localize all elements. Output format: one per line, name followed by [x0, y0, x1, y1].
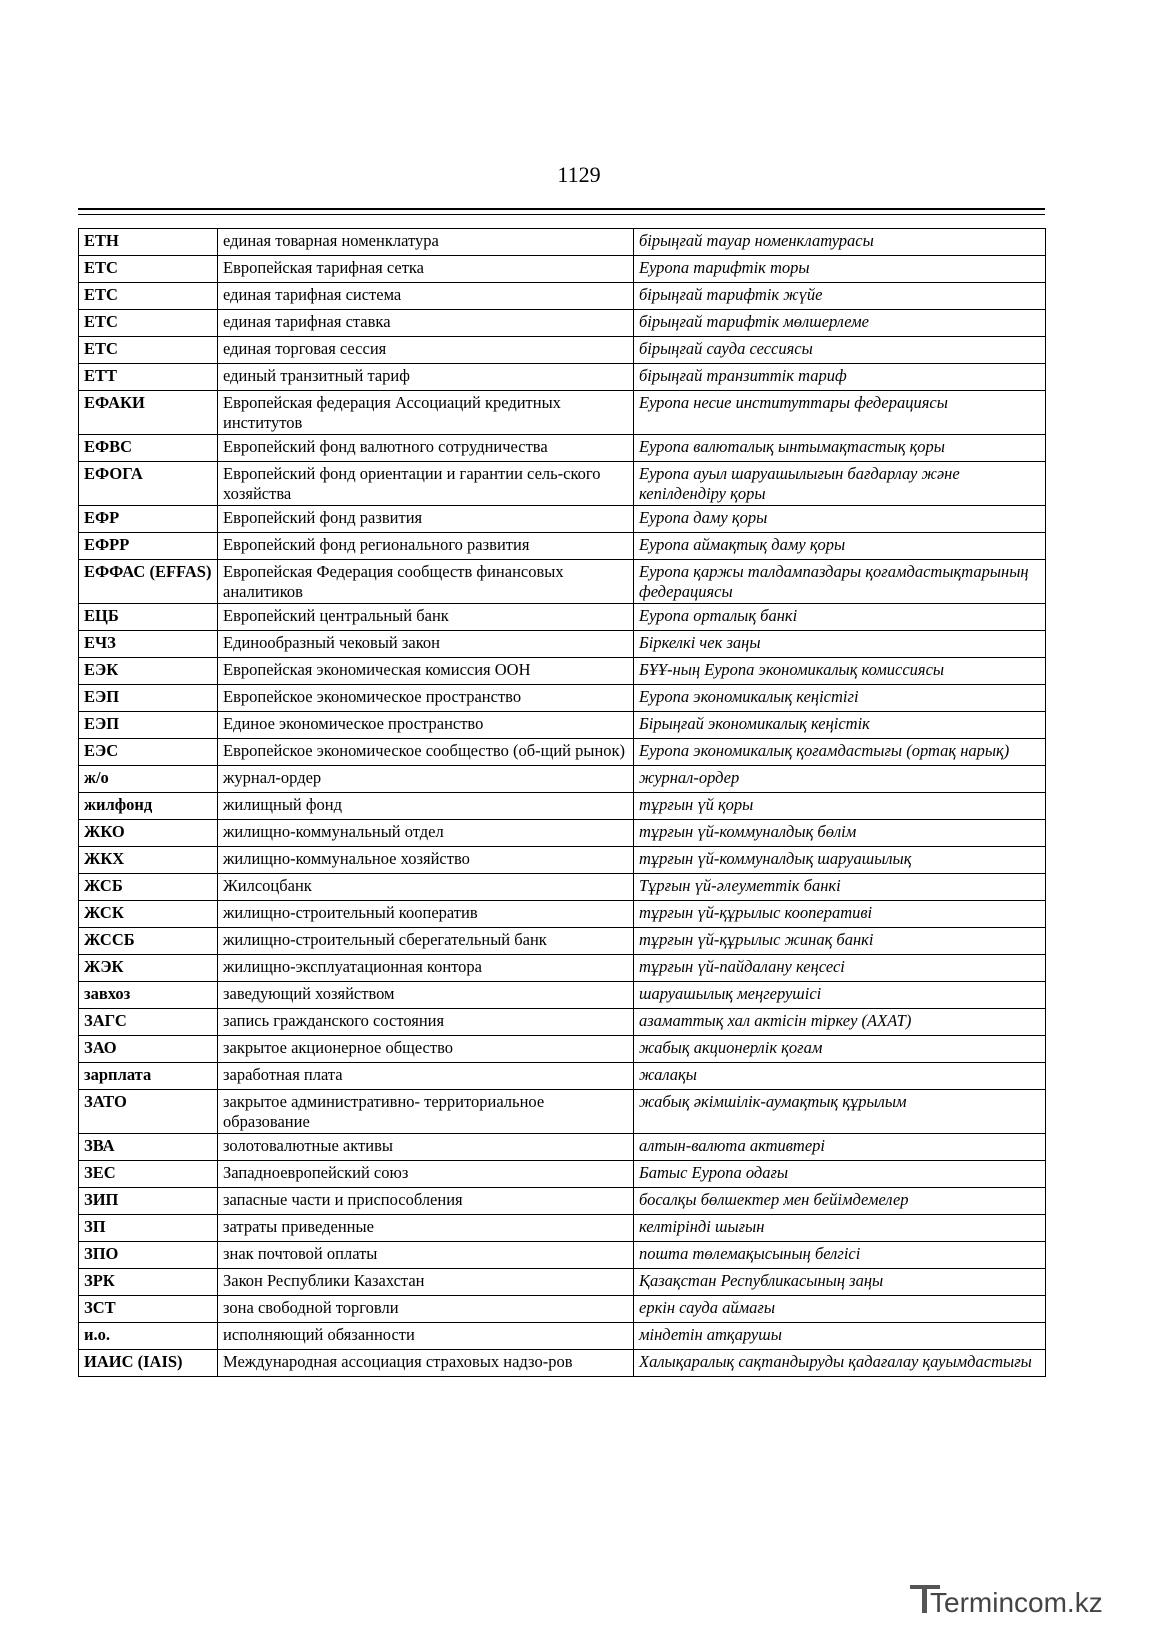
russian-term-cell: закрытое административно- территориальное образование — [218, 1090, 634, 1134]
russian-term-cell: единая товарная номенклатура — [218, 229, 634, 256]
table-row — [79, 874, 1046, 901]
abbreviation-cell: ЕФФАС (EFFAS) — [79, 560, 218, 604]
abbreviation-cell: ЗАО — [79, 1036, 218, 1063]
kazakh-term-cell: Біркелкі чек заңы — [634, 631, 1046, 658]
abbreviation-cell: ж/о — [79, 766, 218, 793]
termincom-logo — [908, 1575, 1138, 1623]
russian-term-cell: запасные части и приспособления — [218, 1188, 634, 1215]
table-row — [79, 283, 1046, 310]
kazakh-term-cell: Еуропа экономикалық кеңістігі — [634, 685, 1046, 712]
kazakh-term-cell: бірыңғай тауар номенклатурасы — [634, 229, 1046, 256]
table-row — [79, 560, 1046, 604]
kazakh-term-cell: шаруашылық меңгерушісі — [634, 982, 1046, 1009]
table-row — [79, 712, 1046, 739]
table-row — [79, 1161, 1046, 1188]
russian-term-cell: запись гражданского состояния — [218, 1009, 634, 1036]
abbreviation-cell: ЗРК — [79, 1269, 218, 1296]
russian-term-cell: золотовалютные активы — [218, 1134, 634, 1161]
table-row — [79, 901, 1046, 928]
russian-term-cell: жилищно-коммунальное хозяйство — [218, 847, 634, 874]
kazakh-term-cell: тұрғын үй-пайдалану кеңсесі — [634, 955, 1046, 982]
kazakh-term-cell: Еуропа қаржы талдампаздары қоғамдастықтарының федерациясы — [634, 560, 1046, 604]
table-row — [79, 955, 1046, 982]
abbreviation-cell: ЕТС — [79, 337, 218, 364]
kazakh-term-cell: жабық акционерлік қоғам — [634, 1036, 1046, 1063]
russian-term-cell: Европейский фонд регионального развития — [218, 533, 634, 560]
kazakh-term-cell: бірыңғай транзиттік тариф — [634, 364, 1046, 391]
abbreviation-cell: ЕФОГА — [79, 462, 218, 506]
abbreviation-cell: ЗАГС — [79, 1009, 218, 1036]
abbreviation-cell: ЕТТ — [79, 364, 218, 391]
russian-term-cell: закрытое акционерное общество — [218, 1036, 634, 1063]
table-row — [79, 1063, 1046, 1090]
kazakh-term-cell: Қазақстан Республикасының заңы — [634, 1269, 1046, 1296]
table-row — [79, 766, 1046, 793]
abbreviation-cell: ЕТС — [79, 256, 218, 283]
abbreviation-cell: ЖСК — [79, 901, 218, 928]
abbreviation-cell: ЕЧЗ — [79, 631, 218, 658]
abbreviation-cell: ЗАТО — [79, 1090, 218, 1134]
table-row — [79, 533, 1046, 560]
table-row — [79, 1296, 1046, 1323]
kazakh-term-cell: Еуропа даму қоры — [634, 506, 1046, 533]
page-number: 1129 — [557, 162, 601, 187]
russian-term-cell: Европейский фонд развития — [218, 506, 634, 533]
kazakh-term-cell: Еуропа ауыл шаруашылығын бағдарлау және кепілдендіру қоры — [634, 462, 1046, 506]
table-row — [79, 1134, 1046, 1161]
russian-term-cell: Международная ассоциация страховых надзо-ров — [218, 1350, 634, 1377]
kazakh-term-cell: тұрғын үй-коммуналдық шаруашылық — [634, 847, 1046, 874]
table-row — [79, 435, 1046, 462]
table-row — [79, 364, 1046, 391]
table-row — [79, 739, 1046, 766]
abbreviation-cell: и.о. — [79, 1323, 218, 1350]
russian-term-cell: Закон Республики Казахстан — [218, 1269, 634, 1296]
abbreviation-cell: ЕТН — [79, 229, 218, 256]
table-row — [79, 229, 1046, 256]
table-row — [79, 658, 1046, 685]
russian-term-cell: зона свободной торговли — [218, 1296, 634, 1323]
kazakh-term-cell: азаматтық хал актісін тіркеу (АХАТ) — [634, 1009, 1046, 1036]
russian-term-cell: Европейская федерация Ассоциаций кредитных институтов — [218, 391, 634, 435]
table-row — [79, 982, 1046, 1009]
table-row — [79, 1323, 1046, 1350]
abbreviation-cell: ЕФАКИ — [79, 391, 218, 435]
abbreviation-cell: завхоз — [79, 982, 218, 1009]
russian-term-cell: Жилсоцбанк — [218, 874, 634, 901]
kazakh-term-cell: міндетін атқарушы — [634, 1323, 1046, 1350]
table-row — [79, 256, 1046, 283]
kazakh-term-cell: пошта төлемақысының белгісі — [634, 1242, 1046, 1269]
russian-term-cell: Европейская Федерация сообществ финансовых аналитиков — [218, 560, 634, 604]
russian-term-cell: Европейская экономическая комиссия ООН — [218, 658, 634, 685]
abbreviation-cell: ЕЭС — [79, 739, 218, 766]
russian-term-cell: Европейский фонд ориентации и гарантии сель-ского хозяйства — [218, 462, 634, 506]
table-row — [79, 1350, 1046, 1377]
abbreviation-cell: ЗСТ — [79, 1296, 218, 1323]
russian-term-cell: Европейская тарифная сетка — [218, 256, 634, 283]
russian-term-cell: Единообразный чековый закон — [218, 631, 634, 658]
table-row — [79, 462, 1046, 506]
russian-term-cell: затраты приведенные — [218, 1215, 634, 1242]
russian-term-cell: единая тарифная система — [218, 283, 634, 310]
kazakh-term-cell: Еуропа орталық банкі — [634, 604, 1046, 631]
kazakh-term-cell: бірыңғай тарифтік жүйе — [634, 283, 1046, 310]
abbreviation-cell: ЕФВС — [79, 435, 218, 462]
abbreviation-cell: ЕФР — [79, 506, 218, 533]
russian-term-cell: заведующий хозяйством — [218, 982, 634, 1009]
russian-term-cell: Европейское экономическое пространство — [218, 685, 634, 712]
abbreviation-cell: ЕТС — [79, 283, 218, 310]
kazakh-term-cell: бірыңғай сауда сессиясы — [634, 337, 1046, 364]
table-row — [79, 391, 1046, 435]
russian-term-cell: жилищный фонд — [218, 793, 634, 820]
table-row — [79, 1242, 1046, 1269]
russian-term-cell: единая тарифная ставка — [218, 310, 634, 337]
russian-term-cell: заработная плата — [218, 1063, 634, 1090]
russian-term-cell: Европейское экономическое сообщество (об-щий рынок) — [218, 739, 634, 766]
abbreviation-cell: ЖКО — [79, 820, 218, 847]
table-row — [79, 337, 1046, 364]
table-row — [79, 685, 1046, 712]
kazakh-term-cell: Батыс Еуропа одағы — [634, 1161, 1046, 1188]
kazakh-term-cell: алтын-валюта активтері — [634, 1134, 1046, 1161]
glossary-body — [79, 229, 1046, 1377]
kazakh-term-cell: жалақы — [634, 1063, 1046, 1090]
kazakh-term-cell: тұрғын үй-құрылыс кооперативі — [634, 901, 1046, 928]
russian-term-cell: журнал-ордер — [218, 766, 634, 793]
header-rule-thin — [78, 214, 1045, 215]
russian-term-cell: исполняющий обязанности — [218, 1323, 634, 1350]
abbreviation-cell: ЖСБ — [79, 874, 218, 901]
kazakh-term-cell: Еуропа аймақтық даму қоры — [634, 533, 1046, 560]
kazakh-term-cell: келтірінді шығын — [634, 1215, 1046, 1242]
abbreviation-cell: ЗПО — [79, 1242, 218, 1269]
abbreviation-cell: ЗИП — [79, 1188, 218, 1215]
kazakh-term-cell: БҰҰ-ның Еуропа экономикалық комиссиясы — [634, 658, 1046, 685]
kazakh-term-cell: босалқы бөлшектер мен бейімдемелер — [634, 1188, 1046, 1215]
kazakh-term-cell: Халықаралық сақтандыруды қадағалау қауымдастығы — [634, 1350, 1046, 1377]
abbreviation-cell: ЗП — [79, 1215, 218, 1242]
watermark-text: Termincom.kz — [930, 1587, 1103, 1618]
russian-term-cell: Единое экономическое пространство — [218, 712, 634, 739]
russian-term-cell: жилищно-строительный кооператив — [218, 901, 634, 928]
table-row — [79, 1188, 1046, 1215]
kazakh-term-cell: тұрғын үй-коммуналдық бөлім — [634, 820, 1046, 847]
abbreviation-cell: ЕЭП — [79, 685, 218, 712]
kazakh-term-cell: Еуропа валюталық ынтымақтастық қоры — [634, 435, 1046, 462]
kazakh-term-cell: Еуропа несие институттары федерациясы — [634, 391, 1046, 435]
kazakh-term-cell: Бірыңғай экономикалық кеңістік — [634, 712, 1046, 739]
abbreviation-cell: ЗЕС — [79, 1161, 218, 1188]
table-row — [79, 1009, 1046, 1036]
termincom-logo-icon — [908, 1575, 1138, 1623]
russian-term-cell: жилищно-коммунальный отдел — [218, 820, 634, 847]
table-row — [79, 1269, 1046, 1296]
table-row — [79, 1215, 1046, 1242]
abbreviation-cell: ЗВА — [79, 1134, 218, 1161]
table-row — [79, 631, 1046, 658]
russian-term-cell: знак почтовой оплаты — [218, 1242, 634, 1269]
abbreviation-cell: ЕЭК — [79, 658, 218, 685]
abbreviation-cell: ЕТС — [79, 310, 218, 337]
kazakh-term-cell: Еуропа тарифтік торы — [634, 256, 1046, 283]
russian-term-cell: жилищно-эксплуатационная контора — [218, 955, 634, 982]
table-row — [79, 1036, 1046, 1063]
abbreviation-cell: ЖКХ — [79, 847, 218, 874]
table-row — [79, 506, 1046, 533]
table-row — [79, 928, 1046, 955]
russian-term-cell: Европейский центральный банк — [218, 604, 634, 631]
russian-term-cell: единый транзитный тариф — [218, 364, 634, 391]
kazakh-term-cell: еркін сауда аймағы — [634, 1296, 1046, 1323]
russian-term-cell: единая торговая сессия — [218, 337, 634, 364]
table-row — [79, 793, 1046, 820]
kazakh-term-cell: Еуропа экономикалық қоғамдастығы (ортақ нарық) — [634, 739, 1046, 766]
kazakh-term-cell: журнал-ордер — [634, 766, 1046, 793]
abbreviation-cell: ЕЭП — [79, 712, 218, 739]
abbreviation-cell: ЖЭК — [79, 955, 218, 982]
kazakh-term-cell: тұрғын үй қоры — [634, 793, 1046, 820]
table-row — [79, 1090, 1046, 1134]
table-row — [79, 820, 1046, 847]
header-rule-thick — [78, 208, 1045, 210]
abbreviation-cell: ЖССБ — [79, 928, 218, 955]
kazakh-term-cell: Тұрғын үй-әлеуметтік банкі — [634, 874, 1046, 901]
russian-term-cell: Европейский фонд валютного сотрудничества — [218, 435, 634, 462]
table-row — [79, 847, 1046, 874]
abbreviation-cell: ЕЦБ — [79, 604, 218, 631]
russian-term-cell: жилищно-строительный сберегательный банк — [218, 928, 634, 955]
kazakh-term-cell: бірыңғай тарифтік мөлшерлеме — [634, 310, 1046, 337]
glossary-table — [78, 228, 1046, 1377]
table-row — [79, 310, 1046, 337]
abbreviation-cell: жилфонд — [79, 793, 218, 820]
kazakh-term-cell: тұрғын үй-құрылыс жинақ банкі — [634, 928, 1046, 955]
russian-term-cell: Западноевропейский союз — [218, 1161, 634, 1188]
table-row — [79, 604, 1046, 631]
abbreviation-cell: ЕФРР — [79, 533, 218, 560]
abbreviation-cell: ИАИС (IAIS) — [79, 1350, 218, 1377]
abbreviation-cell: зарплата — [79, 1063, 218, 1090]
kazakh-term-cell: жабық әкімшілік-аумақтық құрылым — [634, 1090, 1046, 1134]
